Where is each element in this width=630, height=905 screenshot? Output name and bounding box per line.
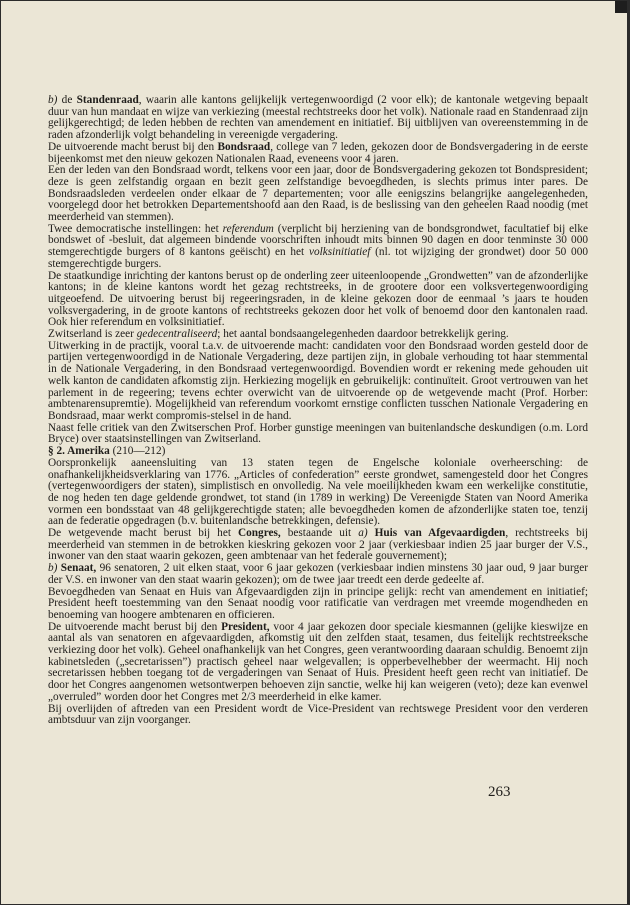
text-run: De uitvoerende macht berust bij den bbox=[48, 140, 218, 153]
text-run: volksinitiatief bbox=[308, 246, 371, 259]
text-run: Twee democratische instellingen: het bbox=[48, 222, 223, 235]
text-run: § 2. Amerika bbox=[48, 445, 110, 458]
text-run: , college van 7 leden, gekozen door de Bondsvergadering in de eerste bijeenkomst met den nieuw gekozen Nationalen Raad, eveneens voor 4 jaren. bbox=[48, 140, 589, 165]
text-run: Zwitserland is zeer bbox=[48, 328, 137, 341]
text-run: Senaat, bbox=[60, 562, 97, 575]
text-run: voor 4 jaar gekozen door speciale kiesmannen (gelijke kieswijze en aantal als van senatoren en afgevaardigden, afkomstig uit den zelfden staat, tesamen, dus feitelijk rechtstreeksche verkiezing door het volk). Geheel onafhankelijk van het Congres, geen verantwoording daaraan schuldig. Benoemt zijn kabinetsleden („secretarissen”) practisch geheel naar welgevallen; is opperbevelhebber der weermacht. Hij noch secretarissen hebben toegang tot de vergaderingen van Senaat of Huis. President heeft geen recht van initiatief. De door het Congres aangenomen wetsontwerpen behoeven zijn sanctie, welke hij kan weigeren (veto); deze kan evenwel „overruled” worden door het Congres met 2/3 meerderheid in elke kamer. bbox=[48, 620, 588, 703]
text-run: De staatkundige inrichting der kantons berust op de onderling zeer uiteenloopende „Grondwetten” van de afzonderlijke kantons; in de kleine kantons wordt het gezag rechtstreeks, in de grootere door een volksvertegenwoordiging uitgeoefend. De uitvoering berust bij regeeringsraden, in de kleine gekozen door de eenmaal ’s jaars te houden volksvergadering, in de groote kantons of rechtstreeks gekozen door het volk of benoemd door den kantonalen raad. Ook hier referendum en volksinitiatief. bbox=[48, 269, 588, 329]
text-run: De wetgevende macht berust bij het bbox=[48, 527, 238, 540]
paragraph bbox=[48, 528, 588, 563]
document-page bbox=[1, 1, 627, 904]
text-run: referendum bbox=[222, 222, 274, 235]
paragraph bbox=[48, 423, 588, 446]
text-run: Congres, bbox=[237, 527, 281, 540]
text-run: (verplicht bij herziening van de bondsgrondwet, facultatief bij elke bondswet of -besluit, dat algemeen bindende voorschriften inhoudt mits binnen 90 dagen en door tenminste 30 000 stemgerechtigde burgers of 8 kantons geëischt) en het bbox=[48, 222, 588, 259]
paragraph bbox=[48, 271, 588, 330]
text-run: De uitvoerende macht berust bij den bbox=[48, 620, 222, 633]
paragraph bbox=[48, 458, 588, 528]
text-run: President, bbox=[221, 620, 270, 633]
text-run: Standenraad bbox=[76, 94, 139, 106]
text-run: Bondsraad bbox=[217, 140, 271, 153]
text-run: a) bbox=[358, 527, 368, 540]
paragraph bbox=[48, 704, 588, 727]
text-run: bestaande uit bbox=[280, 527, 359, 540]
text-run bbox=[368, 527, 375, 539]
text-run: Bij overlijden of aftreden van een President wordt de Vice-President van rechtswege President voor den verderen ambtsduur van zijn voorganger. bbox=[48, 702, 588, 727]
text-run: 96 senatoren, 2 uit elken staat, voor 6 jaar gekozen (verkiesbaar indien minstens 30 jaar oud, 9 jaar burger der V.S. en inwoner van den staat waarin gekozen); om de twee jaar treedt een derde gedeelte af. bbox=[48, 562, 588, 586]
text-run: Een der leden van den Bondsraad wordt, telkens voor een jaar, door de Bondsvergadering gekozen tot Bondspresident; deze is geen zelfstandig orgaan en bezit geen zelfstandige bevoegdheden, is slechts primus inter pares. De Bondsraadsleden verdeelen onder elkaar de 7 departementen; voor alle eenigszins belangrijke aangelegenheden, voorgelegd door het betrokken Departementshoofd aan den Raad, is de beslissing van den geheelen Raad noodig (met meerderheid van stemmen). bbox=[48, 164, 588, 224]
text-run: Uitwerking in de practijk, vooral t.a.v. de uitvoerende macht: candidaten voor den Bondsraad worden gesteld door de partijen vertegenwoordigd in de Nationale Vergadering, deze partijen zijn, in globale verhouding tot haar stemmental in de Nationale Vergadering, in den Bondsraad vertegenwoordigd. Bovendien wordt er rekening mede gehouden uit welk kanton de candidaten afkomstig zijn. Herkiezing mogelijk en gebruikelijk: continuïteit. Groot vertrouwen van het parlement in de regeering; tevens echter overwicht van de uitvoerende op de wetgevende macht (Prof. Horber: ambtenarensupremtie). Mogelijkheid van referendum voorkomt ernstige conflicten tusschen Nationale Vergadering en Bondsraad, maar werkt compromis-stelsel in de hand. bbox=[48, 339, 588, 422]
body-text bbox=[48, 95, 588, 727]
page-number: 263 bbox=[488, 784, 511, 800]
paragraph bbox=[48, 165, 588, 224]
text-run: Huis van Afgevaardigden bbox=[374, 527, 506, 540]
paragraph bbox=[48, 95, 588, 142]
text-run: , rechtstreeks bij meerderheid van stemmen in de betrokken kieskring gekozen voor 2 jaar (verkiesbaar indien 25 jaar burger der V.S., inwoner van den staat waarin gekozen, geen ambtenaar van het federale gouvernement); bbox=[48, 527, 588, 563]
paragraph bbox=[48, 224, 588, 271]
text-run: de bbox=[57, 94, 77, 106]
text-run: b) bbox=[48, 562, 58, 575]
text-run: b) bbox=[48, 94, 58, 106]
corner-mark bbox=[615, 1, 627, 13]
text-run: Oorspronkelijk aaneensluiting van 13 staten tegen de Engelsche koloniale overheersching: de onafhankelijkheidsverklaring van 1776. „Articles of confederation” eerste grondwet, samengesteld door het Congres (vertegenwoordigers der staten), simplistisch en onvolledig. Na vele moeilijkheden kwam een werkelijke constitutie, de nog heden ten dage geldende grondwet, tot stand (in 1789 in werking) De Vereenigde Staten van Noord Amerika vormen een bondsstaat van 48 gelijkgerechtigde staten; alle bevoegdheden komen de afzonderlijke staten toe, tenzij aan de federatie opgedragen (b.v. buitenlandsche betrekkingen, defensie). bbox=[48, 456, 588, 528]
text-run: Naast felle critiek van den Zwitserschen Prof. Horber gunstige meeningen van buitenlandsche deskundigen (o.m. Lord Bryce) over staatsinstellingen van Zwitserland. bbox=[48, 421, 588, 446]
paragraph bbox=[48, 622, 588, 704]
text-run: ; het aantal bondsaangelegenheden daardoor betrekkelijk gering. bbox=[217, 328, 509, 341]
text-run: (nl. tot wijziging der grondwet) door 50 000 stemgerechtigde burgers. bbox=[48, 246, 588, 270]
text-run: , waarin alle kantons gelijkelijk vertegenwoordigd (2 voor elk); de kantonale wetgeving bepaalt duur van hun mandaat en wijze van verkiezing (meestal rechtstreeks door het volk). Nationale raad en Standenraad zijn gelijkgerechtigd; de leden hebben de rechten van amendement en initiatief. Bij uitblijven van overeenstemming in de raden afzonderlijk volgt behandeling in vereenigde vergadering. bbox=[48, 94, 589, 142]
paragraph bbox=[48, 142, 588, 165]
paragraph bbox=[48, 587, 588, 622]
paragraph bbox=[48, 341, 588, 423]
text-run: (210—212) bbox=[109, 445, 166, 458]
text-run: gedecentraliseerd bbox=[136, 328, 218, 341]
text-run: Bevoegdheden van Senaat en Huis van Afgevaardigden zijn in principe gelijk: recht van amendement en initiatief; President heeft toestemming van den Senaat noodig voor ratificatie van verdragen met vreemde mogendheden en benoeming van hoogere ambtenaren en officieren. bbox=[48, 585, 588, 621]
paragraph bbox=[48, 563, 588, 586]
